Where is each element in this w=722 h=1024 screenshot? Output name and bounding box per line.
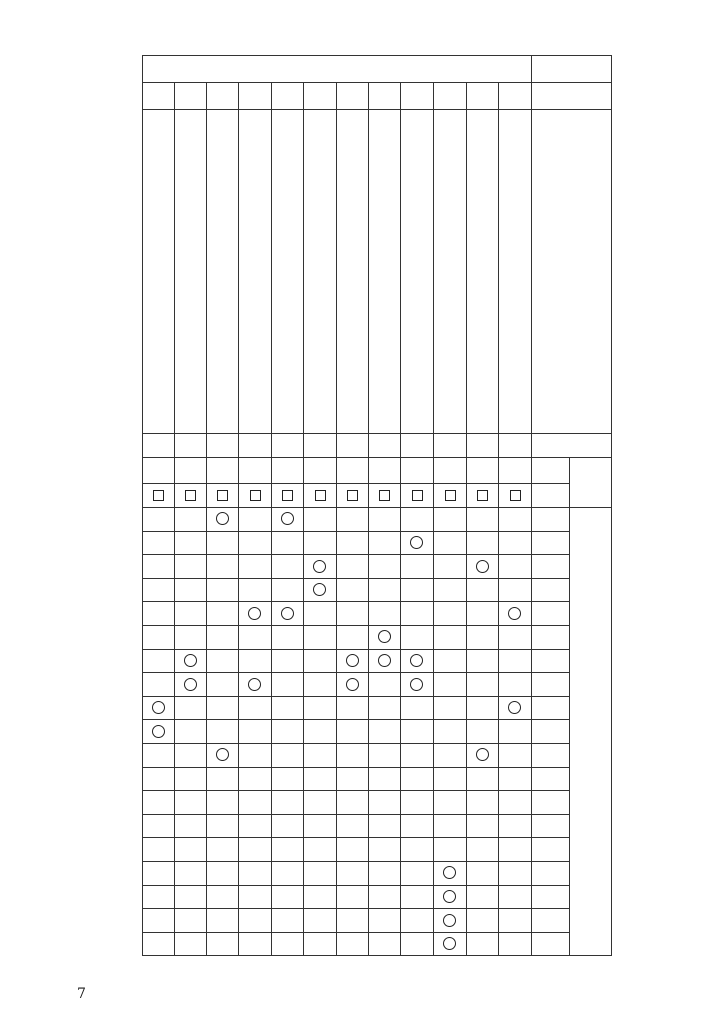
appearance-mark (346, 654, 359, 667)
episode-page (368, 433, 400, 457)
episode-number (400, 82, 433, 109)
character-name (531, 885, 569, 909)
episode-page (466, 433, 498, 457)
appearance-mark (443, 866, 456, 879)
character-name (531, 767, 569, 791)
episode-number (433, 82, 466, 109)
character-name (531, 672, 569, 696)
appearance-mark (508, 701, 521, 714)
episode-number (368, 82, 400, 109)
episode-page (174, 433, 206, 457)
image-checkbox (347, 490, 358, 501)
image-checkbox (250, 490, 261, 501)
image-checkbox (510, 490, 521, 501)
image-label (531, 483, 569, 507)
appearance-mark (443, 914, 456, 927)
character-name (531, 743, 569, 767)
episode-page (238, 433, 271, 457)
grid-line (433, 82, 434, 956)
appearance-mark (184, 654, 197, 667)
episode-number (206, 82, 238, 109)
grid-line (271, 82, 272, 956)
image-checkbox (412, 490, 423, 501)
grid-line (174, 82, 175, 956)
appearance-mark (281, 607, 294, 620)
appearance-mark (313, 583, 326, 596)
image-checkbox (445, 490, 456, 501)
grid-line (569, 457, 570, 956)
grid-line (498, 82, 499, 956)
character-name (531, 908, 569, 932)
grid-line (611, 55, 612, 956)
appearance-mark (152, 725, 165, 738)
appearance-mark (152, 701, 165, 714)
grid-line (206, 82, 207, 956)
section-title (142, 55, 531, 82)
appearance-mark (410, 678, 423, 691)
episode-page (206, 433, 238, 457)
character-name (531, 601, 569, 625)
episode-page (498, 433, 531, 457)
format-label (569, 457, 611, 507)
episode-number (303, 82, 336, 109)
character-name (531, 507, 569, 531)
appearance-mark (378, 630, 391, 643)
episode-page (336, 433, 368, 457)
appearance-mark (216, 748, 229, 761)
episode-number (498, 82, 531, 109)
image-checkbox (379, 490, 390, 501)
appearance-mark (476, 748, 489, 761)
appearance-mark (443, 937, 456, 950)
character-name (531, 649, 569, 673)
character-name (531, 578, 569, 602)
episode-number (466, 82, 498, 109)
episode-page (303, 433, 336, 457)
image-checkbox (282, 490, 293, 501)
episode-number (142, 82, 174, 109)
episode-number (271, 82, 303, 109)
character-name (531, 790, 569, 814)
toc-label (531, 55, 611, 82)
image-checkbox (153, 490, 164, 501)
grid-line (400, 82, 401, 956)
character-name (531, 554, 569, 578)
image-checkbox (217, 490, 228, 501)
appearance-mark (410, 654, 423, 667)
appearance-mark (216, 512, 229, 525)
character-name (531, 696, 569, 720)
episode-page (271, 433, 303, 457)
appearance-mark (410, 536, 423, 549)
character-name (531, 861, 569, 885)
image-checkbox (315, 490, 326, 501)
appearance-mark (443, 890, 456, 903)
character-name (531, 719, 569, 743)
grid-line (336, 82, 337, 956)
grid-line (238, 82, 239, 956)
character-name (531, 625, 569, 649)
appearance-mark (281, 512, 294, 525)
appearance-mark (476, 560, 489, 573)
image-checkbox (477, 490, 488, 501)
appearance-mark (184, 678, 197, 691)
image-checkbox (185, 490, 196, 501)
character-name (531, 814, 569, 838)
appearance-mark (508, 607, 521, 620)
grid-line (142, 55, 143, 956)
appearance-mark (313, 560, 326, 573)
appearance-mark (346, 678, 359, 691)
episode-number (238, 82, 271, 109)
episode-number (174, 82, 206, 109)
grid-line (303, 82, 304, 956)
character-name (531, 837, 569, 861)
appearance-mark (378, 654, 391, 667)
episode-page (400, 433, 433, 457)
page-label (531, 433, 611, 457)
episode-page (433, 433, 466, 457)
grid-line (368, 82, 369, 956)
episode-page (142, 433, 174, 457)
appearance-mark (248, 607, 261, 620)
character-name (531, 932, 569, 956)
character-name (531, 531, 569, 555)
appearance-mark (248, 678, 261, 691)
pixiv-label (531, 457, 569, 483)
grid-line (466, 82, 467, 956)
page-number: 7 (77, 986, 86, 1002)
no-label (531, 82, 611, 109)
grid-line (142, 109, 612, 110)
episode-number (336, 82, 368, 109)
